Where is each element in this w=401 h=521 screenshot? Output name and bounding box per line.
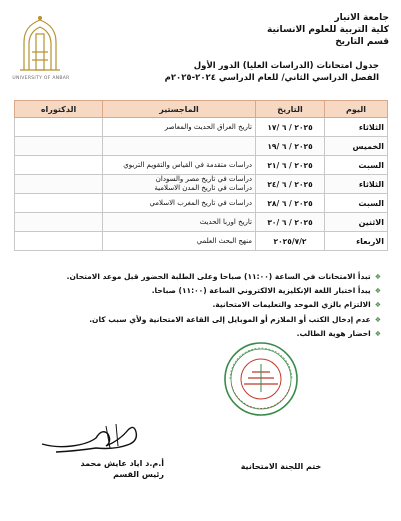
col-header-doctorate: الدكتوراه xyxy=(15,101,103,118)
exam-title xyxy=(99,60,379,84)
diamond-bullet-icon: ❖ xyxy=(374,315,381,324)
signature-block xyxy=(34,458,164,480)
note-item xyxy=(11,313,381,327)
table-row xyxy=(15,213,388,232)
cell-master xyxy=(103,194,256,213)
college-name: كلية التربية للعلوم الانسانية xyxy=(267,25,389,35)
institution-header xyxy=(149,12,389,48)
table-row xyxy=(15,175,388,194)
table-row xyxy=(15,232,388,251)
cell-date: ٢٠٢٥/٧/٢ xyxy=(256,232,325,251)
note-text: الالتزام بالزي الموحد والتعليمات الامتحانية. xyxy=(212,300,371,310)
signatory-role: رئيس القسم xyxy=(113,470,164,479)
handwritten-signature xyxy=(36,418,146,458)
note-text: تبدأ الامتحانات في الساعة (١١:٠٠) صباحا وعلى الطلبة الحضور قبل موعد الامتحان. xyxy=(66,272,371,281)
table-row xyxy=(15,194,388,213)
note-item xyxy=(11,284,381,298)
cell-doctorate xyxy=(15,137,103,156)
cell-day: الثلاثاء xyxy=(325,118,388,137)
col-header-date: التاريخ xyxy=(256,101,325,118)
cell-master xyxy=(103,213,256,232)
diamond-bullet-icon: ❖ xyxy=(374,329,381,338)
note-text: يبدأ اختبار اللغة الإنكليزية الالكتروني الساعة (١١:٠٠) صباحا. xyxy=(151,286,371,296)
diamond-bullet-icon: ❖ xyxy=(374,273,381,281)
cell-doctorate xyxy=(15,213,103,232)
table-row xyxy=(15,137,388,156)
master-subject: دراسات متقدمة في القياس والتقويم التربوي xyxy=(123,160,252,169)
cell-master xyxy=(103,232,256,251)
master-subject: دراسات في تاريخ المغرب الاسلامي xyxy=(149,198,252,207)
cell-date: ٢٠٢٥ / ٦ /٢٨ xyxy=(256,194,325,213)
master-subject: تاريخ العراق الحديث والمعاصر xyxy=(164,122,252,131)
cell-day: الاربعاء xyxy=(325,232,388,251)
cell-day: الخميس xyxy=(325,137,388,156)
exam-table xyxy=(14,100,388,251)
cell-master xyxy=(103,118,256,137)
notes-list xyxy=(11,270,381,341)
note-item xyxy=(11,270,381,284)
cell-date: ٢٠٢٥ / ٦ /١٧ xyxy=(256,118,325,137)
cell-day: السبت xyxy=(325,156,388,175)
exam-title-line2: الفصل الدراسي الثاني/ للعام الدراسي ٢٠٢٤-٢٠٢٥م xyxy=(164,73,379,83)
col-header-day: اليوم xyxy=(325,101,388,118)
logo-caption: UNIVERSITY OF ANBAR xyxy=(12,76,70,81)
master-subject: منهج البحث العلمي xyxy=(196,236,252,245)
cell-doctorate xyxy=(15,175,103,194)
master-subject: دراسات في تاريخ المدن الاسلامية xyxy=(154,184,252,192)
master-subject: تاريخ اوربا الحديث xyxy=(199,217,252,226)
col-header-master: الماجستير xyxy=(103,101,256,118)
cell-date: ٢٠٢٥ / ٦ /٣٠ xyxy=(256,213,325,232)
cell-doctorate xyxy=(15,156,103,175)
university-tower-logo-icon xyxy=(18,12,62,74)
diamond-bullet-icon: ❖ xyxy=(374,301,381,310)
committee-seal-label: ختم اللجنة الامتحانية xyxy=(240,462,322,471)
table-header-row xyxy=(15,101,388,118)
note-text: احضار هوية الطالب. xyxy=(296,328,371,338)
table-row xyxy=(15,156,388,175)
cell-day: الاثنين xyxy=(325,213,388,232)
table-row xyxy=(15,118,388,137)
cell-day: السبت xyxy=(325,194,388,213)
cell-doctorate xyxy=(15,118,103,137)
cell-doctorate xyxy=(15,232,103,251)
cell-date: ٢٠٢٥ / ٦ /٢١ xyxy=(256,156,325,175)
note-text: عدم إدخال الكتب أو الملازم أو الموبايل إلى القاعة الامتحانية ولأي سبب كان. xyxy=(89,314,371,324)
cell-date: ٢٠٢٥ / ٦ /١٩ xyxy=(256,137,325,156)
cell-master xyxy=(103,156,256,175)
master-subject: دراسات في تاريخ مصر والسودان xyxy=(155,175,252,183)
university-name: جامعة الانبار xyxy=(334,13,389,23)
diamond-bullet-icon: ❖ xyxy=(374,287,381,296)
cell-doctorate xyxy=(15,194,103,213)
cell-day: الثلاثاء xyxy=(325,175,388,194)
exam-title-line1: جدول امتحانات (الدراسات العليا) الدور الأول xyxy=(193,61,379,71)
signatory-name: أ.م.د اياد عايش محمد xyxy=(80,459,164,468)
college-stamp xyxy=(222,340,300,418)
note-item xyxy=(11,298,381,312)
cell-master xyxy=(103,137,256,156)
department-name: قسم التاريخ xyxy=(335,37,389,47)
cell-date: ٢٠٢٥ / ٦ /٢٤ xyxy=(256,175,325,194)
note-item xyxy=(11,327,381,341)
cell-master xyxy=(103,175,256,194)
